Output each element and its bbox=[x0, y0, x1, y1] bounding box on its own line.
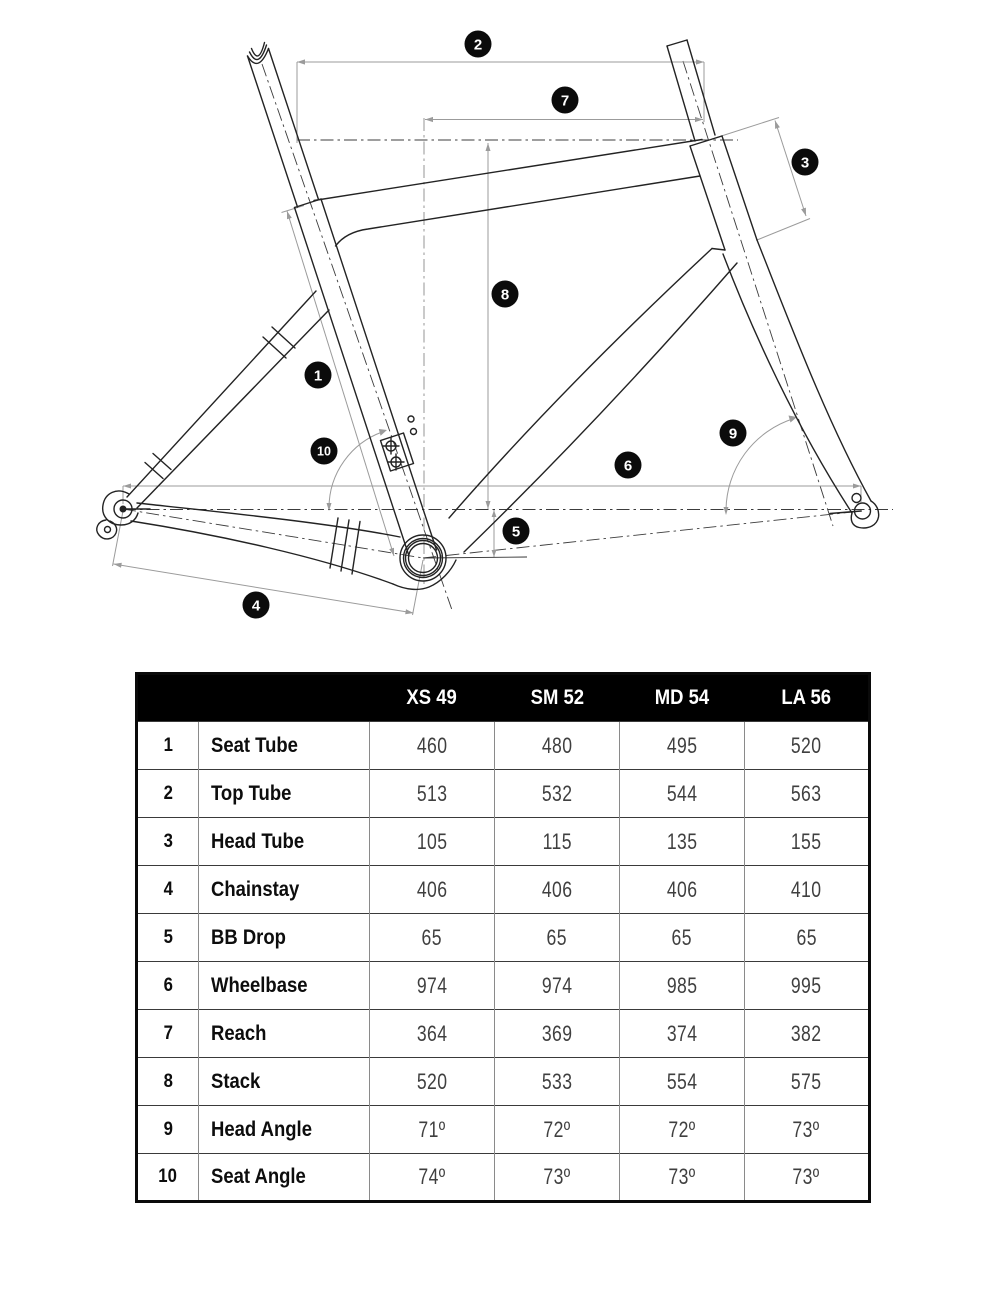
value-cell: 480 bbox=[495, 722, 620, 770]
dimension-arrows bbox=[114, 59, 862, 614]
value-cell: 406 bbox=[370, 866, 495, 914]
table-row bbox=[137, 1154, 870, 1202]
value-cell: 73º bbox=[745, 1106, 870, 1154]
seat-stay bbox=[127, 291, 316, 497]
fork-blade bbox=[757, 240, 871, 501]
row-number-cell: 9 bbox=[137, 1106, 199, 1154]
row-number-cell: 7 bbox=[137, 1010, 199, 1058]
value-cell: 73º bbox=[495, 1154, 620, 1202]
size-column-header: LA 56 bbox=[781, 686, 832, 709]
value-cell: 575 bbox=[745, 1058, 870, 1106]
value-cell: 73º bbox=[620, 1154, 745, 1202]
dimension-lines bbox=[113, 62, 862, 615]
value-cell: 410 bbox=[745, 866, 870, 914]
row-number-cell: 6 bbox=[137, 962, 199, 1010]
steering-axis-line bbox=[683, 61, 833, 526]
seat-tube-axis-line bbox=[262, 64, 452, 610]
callout-badge-9 bbox=[720, 420, 747, 447]
value-cell: 73º bbox=[745, 1154, 870, 1202]
table-row bbox=[137, 770, 870, 818]
row-label-cell: Wheelbase bbox=[199, 962, 370, 1010]
row-number-cell: 2 bbox=[137, 770, 199, 818]
bb-to-front-axle-line bbox=[423, 511, 862, 558]
value-cell: 135 bbox=[620, 818, 745, 866]
value-cell: 364 bbox=[370, 1010, 495, 1058]
callout-label: 4 bbox=[251, 597, 261, 615]
bb-center-tie-line bbox=[424, 557, 527, 558]
row-number-cell: 3 bbox=[137, 818, 199, 866]
callout-badge-2 bbox=[465, 31, 492, 58]
value-cell: 513 bbox=[370, 770, 495, 818]
callout-badge-4 bbox=[243, 592, 270, 619]
value-cell: 115 bbox=[495, 818, 620, 866]
header-spacer bbox=[137, 674, 370, 722]
top-tube bbox=[314, 140, 702, 201]
row-label-cell: Seat Angle bbox=[199, 1154, 370, 1202]
callout-label: 1 bbox=[313, 367, 323, 385]
value-cell: 105 bbox=[370, 818, 495, 866]
steerer-tube bbox=[667, 46, 695, 141]
row-label-cell: Top Tube bbox=[199, 770, 370, 818]
row-number-cell: 8 bbox=[137, 1058, 199, 1106]
value-cell: 369 bbox=[495, 1010, 620, 1058]
value-cell: 74º bbox=[370, 1154, 495, 1202]
callout-label: 9 bbox=[728, 425, 738, 443]
row-label-cell: Stack bbox=[199, 1058, 370, 1106]
size-column-header: SM 52 bbox=[530, 686, 584, 709]
callout-badge-10 bbox=[311, 438, 338, 465]
value-cell: 460 bbox=[370, 722, 495, 770]
table-row bbox=[137, 1106, 870, 1154]
row-number-cell: 4 bbox=[137, 866, 199, 914]
value-cell: 71º bbox=[370, 1106, 495, 1154]
value-cell: 406 bbox=[495, 866, 620, 914]
row-number-cell: 1 bbox=[137, 722, 199, 770]
row-label-cell: Head Angle bbox=[199, 1106, 370, 1154]
value-cell: 72º bbox=[495, 1106, 620, 1154]
value-cell: 65 bbox=[620, 914, 745, 962]
callout-badge-3 bbox=[792, 149, 819, 176]
seat-tube-dim bbox=[287, 211, 394, 556]
callout-badges bbox=[243, 31, 819, 619]
row-label-cell: BB Drop bbox=[199, 914, 370, 962]
row-number-cell: 10 bbox=[137, 1154, 199, 1202]
value-cell: 974 bbox=[370, 962, 495, 1010]
callout-label: 7 bbox=[560, 92, 570, 110]
value-cell: 72º bbox=[620, 1106, 745, 1154]
value-cell: 520 bbox=[745, 722, 870, 770]
row-number-cell: 5 bbox=[137, 914, 199, 962]
table-row bbox=[137, 1010, 870, 1058]
callout-label: 10 bbox=[317, 444, 331, 459]
callout-badge-6 bbox=[615, 452, 642, 479]
geometry-table bbox=[135, 672, 871, 1203]
callout-label: 8 bbox=[500, 286, 510, 304]
row-label-cell: Seat Tube bbox=[199, 722, 370, 770]
callout-label: 6 bbox=[623, 457, 633, 475]
value-cell: 65 bbox=[495, 914, 620, 962]
callout-label: 5 bbox=[511, 523, 521, 541]
value-cell: 554 bbox=[620, 1058, 745, 1106]
size-column-header: XS 49 bbox=[406, 686, 458, 709]
value-cell: 532 bbox=[495, 770, 620, 818]
derailleur-hanger bbox=[97, 520, 117, 539]
value-cell: 382 bbox=[745, 1010, 870, 1058]
size-column-header: MD 54 bbox=[654, 686, 710, 709]
callout-badge-8 bbox=[492, 281, 519, 308]
value-cell: 995 bbox=[745, 962, 870, 1010]
table-row bbox=[137, 818, 870, 866]
geometry-table-header bbox=[137, 674, 870, 722]
callout-badge-5 bbox=[503, 518, 530, 545]
value-cell: 520 bbox=[370, 1058, 495, 1106]
value-cell: 406 bbox=[620, 866, 745, 914]
value-cell: 155 bbox=[745, 818, 870, 866]
row-label-cell: Head Tube bbox=[199, 818, 370, 866]
value-cell: 374 bbox=[620, 1010, 745, 1058]
value-cell: 533 bbox=[495, 1058, 620, 1106]
table-row bbox=[137, 962, 870, 1010]
value-cell: 65 bbox=[745, 914, 870, 962]
value-cell: 974 bbox=[495, 962, 620, 1010]
callout-badge-1 bbox=[305, 362, 332, 389]
table-row bbox=[137, 1058, 870, 1106]
table-row bbox=[137, 722, 870, 770]
callout-badge-7 bbox=[552, 87, 579, 114]
value-cell: 65 bbox=[370, 914, 495, 962]
value-cell: 544 bbox=[620, 770, 745, 818]
value-cell: 495 bbox=[620, 722, 745, 770]
value-cell: 563 bbox=[745, 770, 870, 818]
value-cell: 985 bbox=[620, 962, 745, 1010]
seat-angle-arc bbox=[329, 431, 384, 508]
row-label-cell: Reach bbox=[199, 1010, 370, 1058]
callout-label: 3 bbox=[800, 154, 810, 172]
chainstay bbox=[137, 503, 400, 537]
braze-on-mounts bbox=[381, 416, 417, 471]
seatpost bbox=[248, 56, 298, 207]
table-row bbox=[137, 914, 870, 962]
table-row bbox=[137, 866, 870, 914]
callout-label: 2 bbox=[473, 36, 483, 54]
row-label-cell: Chainstay bbox=[199, 866, 370, 914]
